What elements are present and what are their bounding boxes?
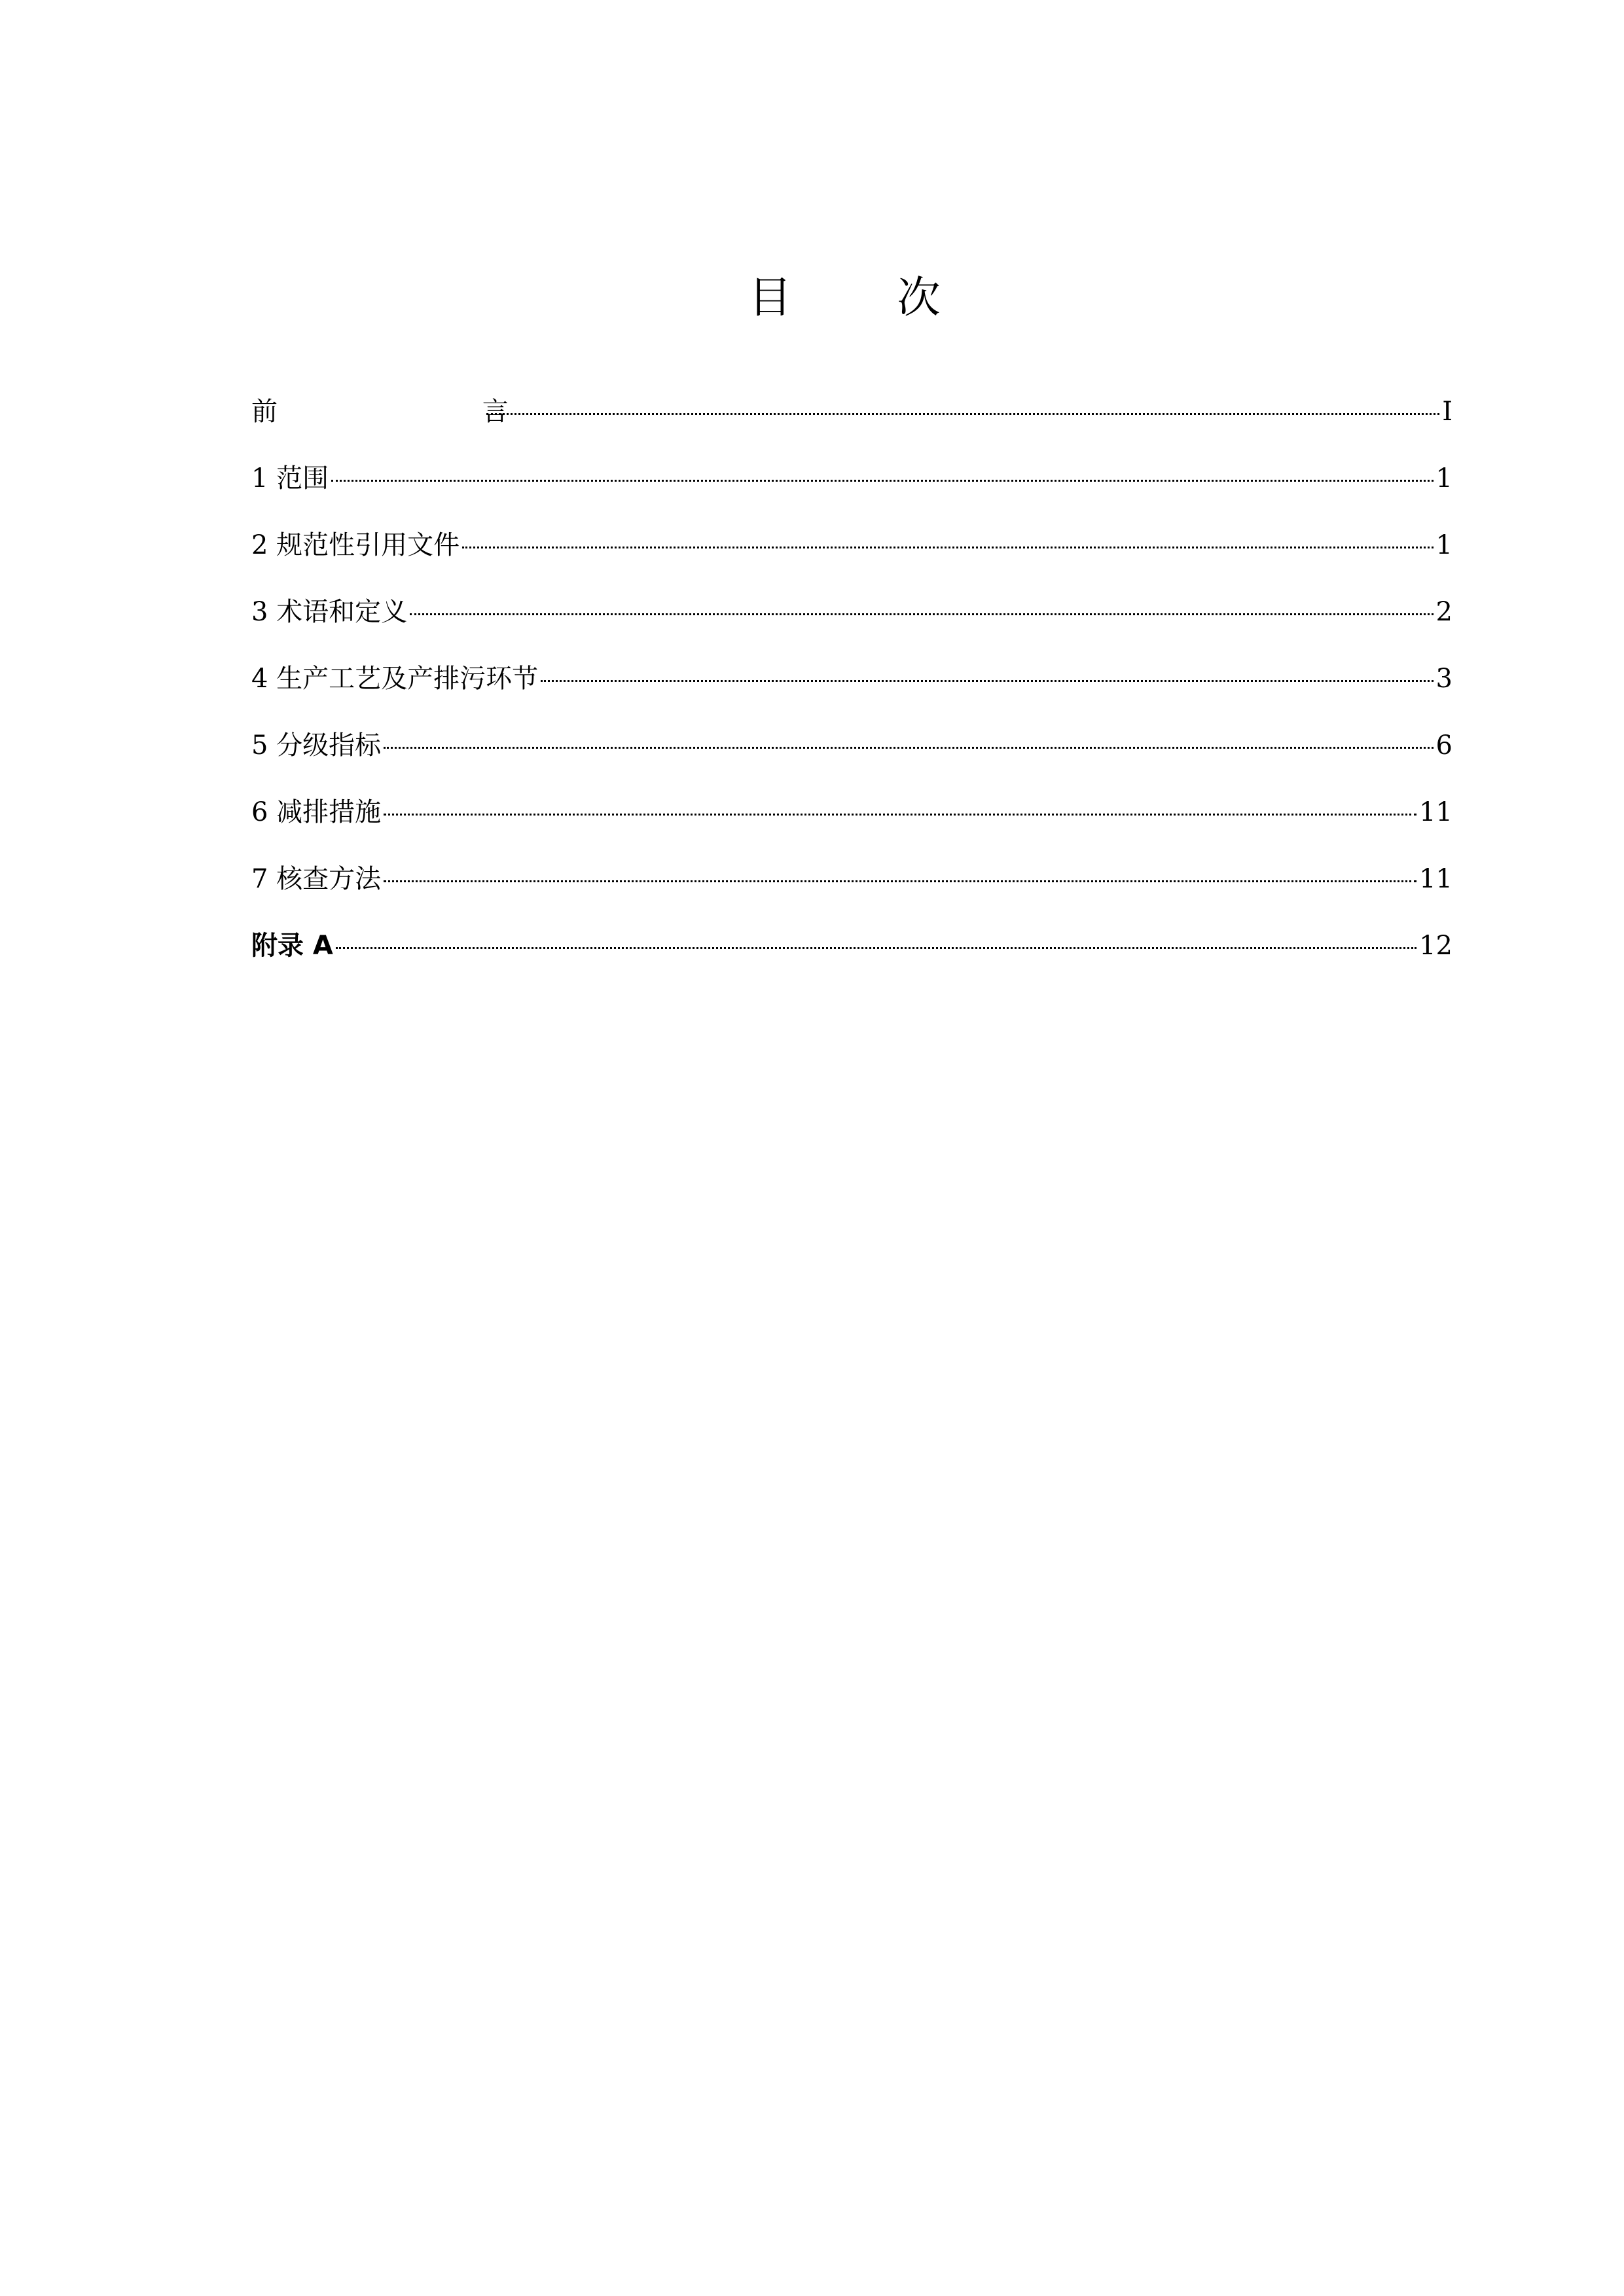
dot-leader [410, 613, 1433, 615]
toc-entry-page-number: 2 [1435, 597, 1453, 627]
dot-leader [384, 880, 1416, 882]
toc-entry-appendix-a[interactable] [251, 912, 1453, 979]
toc-entry-label: 4 生产工艺及产排污环节 [251, 664, 539, 694]
toc-entry-page-number: 6 [1435, 730, 1453, 761]
toc-entry-label: 5 分级指标 [251, 730, 382, 761]
toc-entry-label: 6 减排措施 [251, 797, 382, 827]
toc-entry-label: 2 规范性引用文件 [251, 530, 460, 560]
toc-entry-label: 前 言 [251, 397, 607, 427]
toc-entry-label: 附录 A [251, 931, 333, 961]
dot-leader [486, 413, 1439, 415]
toc-entry-grading-indicators[interactable] [251, 712, 1453, 779]
toc-entry-verification-methods[interactable] [251, 846, 1453, 912]
toc-entry-page-number: 11 [1419, 797, 1453, 827]
toc-entry-label: 1 范围 [251, 463, 329, 493]
toc-entry-foreword[interactable] [251, 378, 1453, 445]
toc-entry-page-number: 12 [1419, 931, 1453, 961]
toc-entry-label: 3 术语和定义 [251, 597, 408, 627]
toc-entry-page-number: 1 [1435, 530, 1453, 560]
toc-title: 目 次 [748, 272, 986, 323]
toc-entry-page-number: 3 [1435, 664, 1453, 694]
dot-leader [462, 547, 1433, 548]
toc-entry-terms-and-definitions[interactable] [251, 579, 1453, 645]
toc-entry-scope[interactable] [251, 445, 1453, 512]
toc-entry-page-number: 1 [1435, 463, 1453, 493]
dot-leader [336, 947, 1416, 949]
table-of-contents [251, 378, 1453, 979]
dot-leader [331, 480, 1433, 482]
toc-entry-page-number: I [1442, 397, 1453, 427]
dot-leader [541, 680, 1433, 682]
dot-leader [384, 814, 1416, 816]
toc-entry-production-process[interactable] [251, 645, 1453, 712]
toc-entry-page-number: 11 [1419, 864, 1453, 894]
toc-entry-normative-references[interactable] [251, 512, 1453, 579]
toc-entry-emission-reduction[interactable] [251, 779, 1453, 846]
dot-leader [384, 747, 1433, 749]
toc-entry-label: 7 核查方法 [251, 864, 382, 894]
